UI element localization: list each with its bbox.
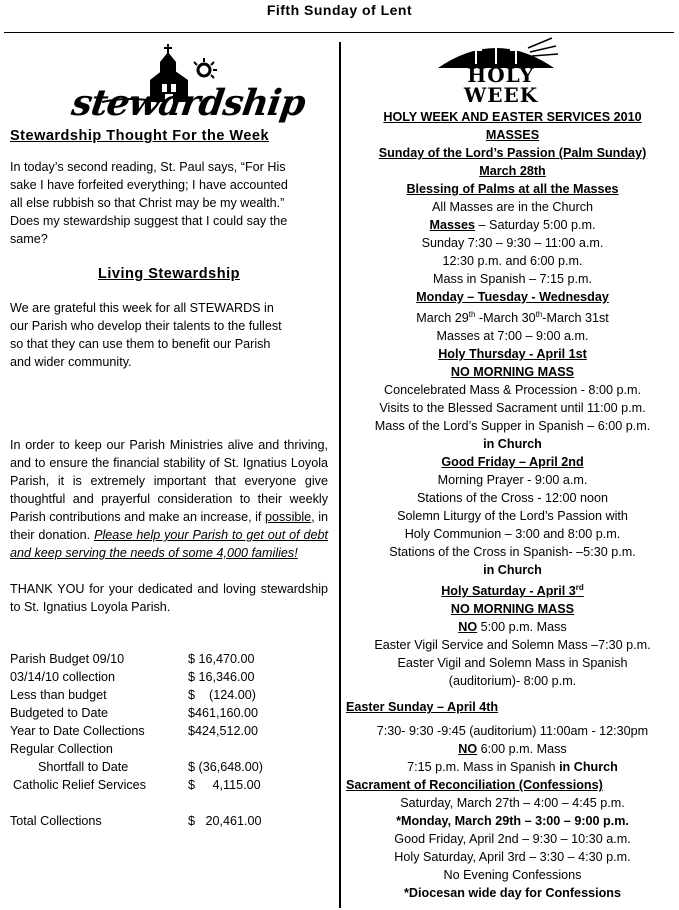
living-line: so that they can use them to benefit our Parish	[10, 337, 271, 351]
palm-church-note: All Masses are in the Church	[432, 200, 593, 214]
page-header-title: Fifth Sunday of Lent	[266, 2, 413, 18]
services-title: HOLY WEEK AND EASTER SERVICES 2010	[383, 110, 642, 124]
easter-sunday-heading: Easter Sunday – April 4th	[346, 700, 499, 715]
palm-masses-saturday: Masses – Saturday 5:00 p.m.	[429, 218, 596, 232]
thursday-supper-spanish: Mass of the Lord’s Supper in Spanish – 6:00 p.m.	[374, 419, 651, 434]
stewardship-thought-heading: Stewardship Thought For the Week	[10, 128, 270, 144]
finance-row: Year to Date Collections $424,512.00	[10, 724, 259, 738]
palm-afternoon-times: 12:30 p.m. and 6:00 p.m.	[442, 254, 583, 268]
palm-sunday-heading: Sunday of the Lord’s Passion (Palm Sunday)	[378, 146, 647, 160]
finance-row: Parish Budget 09/10 $ 16,470.00	[10, 652, 255, 666]
thursday-concelebrated: Concelebrated Mass & Procession - 8:00 p.m.	[384, 383, 641, 398]
mtw-masses: Masses at 7:00 – 9:00 a.m.	[436, 329, 589, 344]
saturday-no-5pm-mass: NO 5:00 p.m. Mass	[458, 620, 567, 635]
reconciliation-diocesan-note: *Diocesan wide day for Confessions	[404, 886, 621, 901]
saturday-vigil-spanish: Easter Vigil and Solemn Mass in Spanish	[397, 656, 628, 671]
reconciliation-holy-saturday: Holy Saturday, April 3rd – 3:30 – 4:30 p.m.	[394, 850, 631, 865]
finance-row: 03/14/10 collection $ 16,346.00	[10, 670, 255, 684]
thought-line: In today’s second reading, St. Paul says, “For His	[10, 160, 286, 174]
finance-row: Less than budget $ (124.00)	[10, 688, 256, 702]
reconciliation-heading: Sacrament of Reconciliation (Confessions)	[346, 778, 603, 793]
friday-stations-spanish: Stations of the Cross in Spanish- –5:30 p.m.	[389, 545, 636, 560]
possible-word: possible	[264, 510, 312, 524]
living-line: and wider community.	[10, 355, 132, 369]
mtw-heading: Monday – Tuesday - Wednesday	[416, 290, 609, 304]
friday-communion: Holy Communion – 3:00 and 8:00 p.m.	[404, 527, 621, 542]
friday-stations: Stations of the Cross - 12:00 noon	[416, 491, 609, 506]
saturday-no-morning-mass: NO MORNING MASS	[450, 602, 575, 617]
header-divider	[4, 32, 674, 33]
masses-title: MASSES	[485, 128, 540, 142]
living-stewardship-heading: Living Stewardship	[98, 266, 240, 282]
holy-thursday-heading: Holy Thursday - April 1st	[438, 347, 587, 362]
finance-row: Budgeted to Date $461,160.00	[10, 706, 259, 720]
finance-row: Catholic Relief Services $ 4,115.00	[13, 778, 261, 792]
holy-word: HOLY	[467, 63, 535, 87]
saturday-vigil: Easter Vigil Service and Solemn Mass –7:30 p.m.	[374, 638, 651, 653]
finance-row: Shortfall to Date $ (36,648.00)	[38, 760, 263, 774]
ministries-plea: Please help your Parish to get out of debt and keep serving the needs of some 4,000 families!	[10, 528, 328, 560]
reconciliation-no-evening: No Evening Confessions	[443, 868, 582, 883]
stewardship-logo	[10, 40, 328, 128]
finance-row: Regular Collection	[10, 742, 113, 756]
holy-week-logo	[346, 34, 679, 108]
holy-saturday-heading: Holy Saturday - April 3rd	[441, 583, 584, 599]
finance-table	[10, 650, 263, 830]
thought-line: sake I have forfeited everything; I have accounted	[10, 178, 288, 192]
finance-row: Total Collections $ 20,461.00	[10, 814, 262, 828]
good-friday-heading: Good Friday – April 2nd	[441, 455, 584, 470]
palm-spanish-mass: Mass in Spanish – 7:15 p.m.	[433, 272, 592, 286]
left-column	[10, 40, 328, 830]
right-column	[346, 34, 679, 902]
thought-line: Does my stewardship suggest that I could say the	[10, 214, 288, 228]
thank-you-paragraph: THANK YOU for your dedicated and loving stewardship to St. Ignatius Loyola Parish.	[10, 582, 328, 614]
thursday-no-morning-mass: NO MORNING MASS	[450, 365, 575, 380]
saturday-auditorium: (auditorium)- 8:00 p.m.	[448, 674, 577, 689]
living-line: our Parish who develop their talents to the fullest	[10, 319, 282, 333]
friday-liturgy: Solemn Liturgy of the Lord’s Passion with	[397, 509, 628, 524]
thursday-in-church: in Church	[483, 437, 542, 452]
thursday-visits: Visits to the Blessed Sacrament until 11:00 p.m.	[379, 401, 646, 416]
friday-in-church: in Church	[483, 563, 542, 578]
thought-line: same?	[10, 232, 48, 246]
palm-sunday-times: Sunday 7:30 – 9:30 – 11:00 a.m.	[421, 236, 604, 250]
easter-spanish-mass: 7:15 p.m. Mass in Spanish in Church	[407, 760, 618, 775]
reconciliation-saturday: Saturday, March 27th – 4:00 – 4:45 p.m.	[400, 796, 625, 811]
column-divider	[339, 42, 341, 908]
mtw-dates: March 29th -March 30th-March 31st	[416, 310, 609, 326]
easter-no-6pm-mass: NO 6:00 p.m. Mass	[458, 742, 567, 757]
stewardship-logo-text: stewardship	[69, 82, 308, 124]
week-word: WEEK	[463, 83, 539, 107]
palm-sunday-date: March 28th	[479, 164, 546, 178]
thought-line: all else rubbish so that Christ may be my wealth.”	[10, 196, 285, 210]
friday-morning-prayer: Morning Prayer - 9:00 a.m.	[437, 473, 588, 488]
reconciliation-good-friday: Good Friday, April 2nd – 9:30 – 10:30 a.m.	[394, 832, 631, 847]
easter-times: 7:30- 9:30 -9:45 (auditorium) 11:00am - 12:30pm	[376, 724, 649, 739]
palm-blessing: Blessing of Palms at all the Masses	[406, 182, 619, 196]
reconciliation-monday: *Monday, March 29th – 3:00 – 9:00 p.m.	[396, 814, 629, 829]
ministries-paragraph: In order to keep our Parish Ministries alive and thriving, and to ensure the financial stability of St. Ignatius Loyola Parish, it is extremely important that everyone give thoughtful and prayerful consideration to their weekly Parish contributions and make an increase, if possible, in their donation. Please help your Parish to get out of debt and keep serving the needs of some 4,000 families!	[10, 438, 329, 560]
living-line: We are grateful this week for all STEWARDS in	[10, 301, 274, 315]
